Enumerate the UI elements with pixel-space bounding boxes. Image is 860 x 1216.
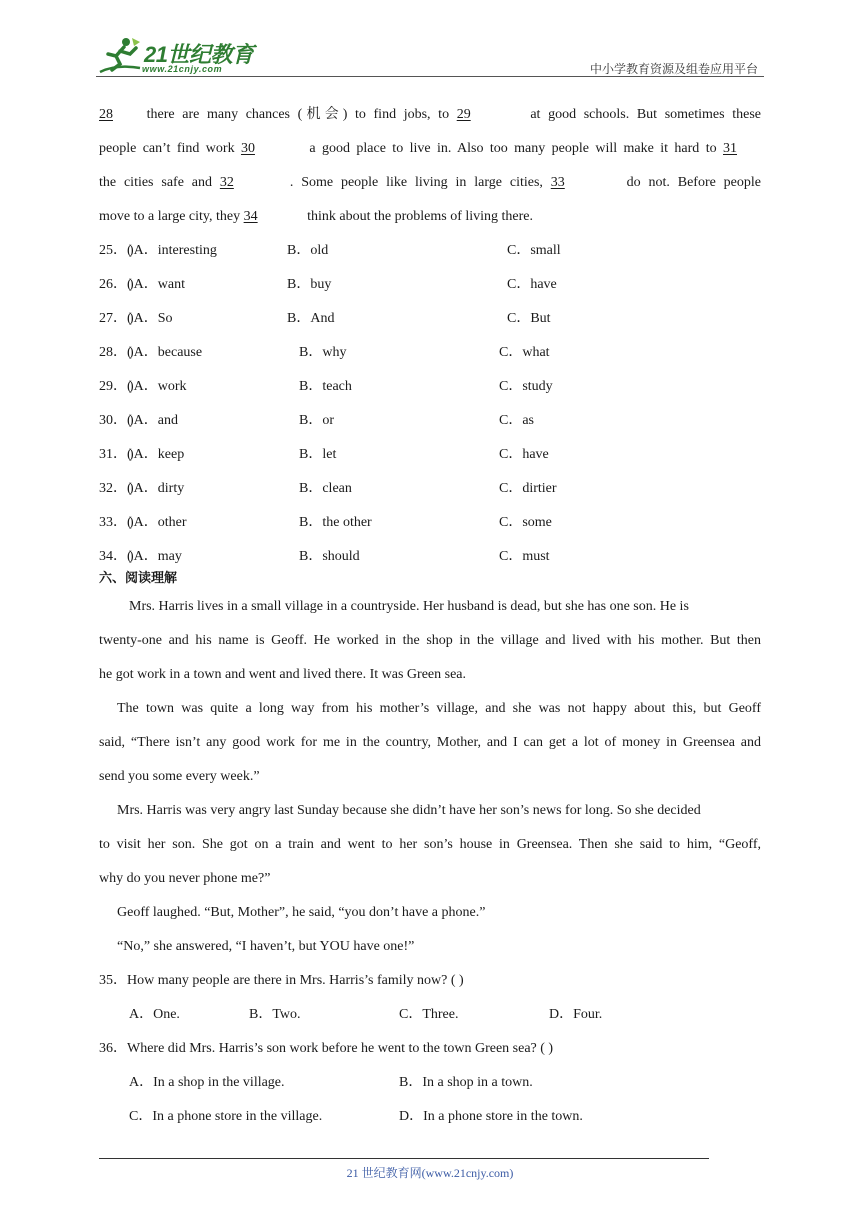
option-b: B．let xyxy=(299,447,337,462)
option-b: B．old xyxy=(287,243,329,258)
question-number: 34．( xyxy=(99,549,132,564)
option-a: A．In a shop in the village. xyxy=(129,1075,285,1090)
option-a: )A．interesting xyxy=(129,243,217,258)
page-header xyxy=(96,30,764,78)
logo-url: www.21cnjy.com xyxy=(142,64,223,74)
option-d: D．Four. xyxy=(549,1007,603,1022)
reading-line: “No,” she answered, “I haven’t, but YOU have one!” xyxy=(117,939,415,954)
passage-line: 28 there are many chances (机会) to find jobs, to 29 at good schools. But sometimes these xyxy=(99,98,761,132)
logo xyxy=(96,34,266,76)
reading-line: twenty-one and his name is Geoff. He worked in the shop in the village and lived with his mother. But then xyxy=(99,633,761,648)
option-b: B．the other xyxy=(299,515,372,530)
option-a: )A．dirty xyxy=(129,481,185,496)
reading-line: he got work in a town and went and lived there. It was Green sea. xyxy=(99,667,466,682)
option-c: C．must xyxy=(499,549,550,564)
question-number: 27．( xyxy=(99,311,132,326)
blank-28: 28 xyxy=(99,107,113,122)
option-c: C．small xyxy=(507,243,561,258)
question-number: 30．( xyxy=(99,413,132,428)
option-a: A．One. xyxy=(129,1007,180,1022)
passage-line: the cities safe and 32 . Some people like living in large cities, 33 do not. Before people xyxy=(99,166,761,200)
cloze-option-row xyxy=(99,472,761,506)
page-content xyxy=(99,98,761,1134)
blank-30: 30 xyxy=(240,141,255,156)
reading-line: to visit her son. She got on a train and went to her son’s house in Greensea. Then she said to him, “Geoff, xyxy=(99,837,761,852)
option-c: C．have xyxy=(507,277,557,292)
cloze-option-row xyxy=(99,234,761,268)
reading-line: Geoff laughed. “But, Mother”, he said, “you don’t have a phone.” xyxy=(117,905,486,920)
option-c: C．Three. xyxy=(399,1007,459,1022)
option-b: B．And xyxy=(287,311,335,326)
cloze-option-row xyxy=(99,370,761,404)
option-a: )A．So xyxy=(129,311,173,326)
question-number: 31．( xyxy=(99,447,132,462)
logo-text: 21世纪教育 xyxy=(144,42,254,67)
question-stem: 36．Where did Mrs. Harris’s son work before he went to the town Green sea? ( ) xyxy=(99,1041,554,1056)
cloze-option-row xyxy=(99,540,761,574)
passage-line: people can’t find work 30 a good place to live in. Also too many people will make it hard to 31 xyxy=(99,132,761,166)
reading-line: send you some every week.” xyxy=(99,769,260,784)
question-stem: 35．How many people are there in Mrs. Harris’s family now? ( ) xyxy=(99,973,464,988)
option-c: C．what xyxy=(499,345,550,360)
blank-29: 29 xyxy=(456,107,471,122)
cloze-option-row xyxy=(99,268,761,302)
option-c: C．some xyxy=(499,515,552,530)
cloze-option-row xyxy=(99,506,761,540)
option-b: B．why xyxy=(299,345,347,360)
option-d: D．In a phone store in the town. xyxy=(399,1109,583,1124)
question-number: 25．( xyxy=(99,243,132,258)
header-divider xyxy=(96,76,764,77)
option-a: )A．and xyxy=(129,413,178,428)
option-a: )A．because xyxy=(129,345,203,360)
passage-line: move to a large city, they 34 think about the problems of living there. xyxy=(99,200,761,234)
cloze-option-row xyxy=(99,336,761,370)
question-number: 29．( xyxy=(99,379,132,394)
cloze-option-row xyxy=(99,302,761,336)
question-options xyxy=(99,1066,761,1100)
question-options xyxy=(99,1100,761,1134)
question-number: 33．( xyxy=(99,515,132,530)
option-a: )A．keep xyxy=(129,447,185,462)
question-options xyxy=(99,998,761,1032)
option-b: B．buy xyxy=(287,277,332,292)
question-number: 26．( xyxy=(99,277,132,292)
option-c: C．In a phone store in the village. xyxy=(129,1109,323,1124)
footer-divider xyxy=(99,1158,709,1159)
reading-line: Mrs. Harris lives in a small village in a countryside. Her husband is dead, but she has one son. He is xyxy=(129,599,689,614)
option-b: B．Two. xyxy=(249,1007,301,1022)
option-a: )A．work xyxy=(129,379,187,394)
platform-label: 中小学教育资源及组卷应用平台 xyxy=(589,62,758,76)
option-a: )A．other xyxy=(129,515,187,530)
reading-line: Mrs. Harris was very angry last Sunday because she didn’t have her son’s news for long. So she decided xyxy=(117,803,701,818)
option-b: B．or xyxy=(299,413,334,428)
option-c: C．have xyxy=(499,447,549,462)
option-b: B．teach xyxy=(299,379,352,394)
option-b: B．clean xyxy=(299,481,352,496)
cloze-option-row xyxy=(99,404,761,438)
option-c: C．dirtier xyxy=(499,481,557,496)
question-number: 32．( xyxy=(99,481,132,496)
page-footer: 21 世纪教育网(www.21cnjy.com) xyxy=(346,1166,514,1180)
reading-line: The town was quite a long way from his mother’s village, and she was not happy about this, but Geoff xyxy=(117,701,761,716)
option-b: B．should xyxy=(299,549,360,564)
option-c: C．study xyxy=(499,379,553,394)
blank-32: 32 xyxy=(219,175,234,190)
blank-33: 33 xyxy=(550,175,565,190)
blank-31: 31 xyxy=(723,141,737,156)
reading-line: said, “There isn’t any good work for me in the country, Mother, and I can get a lot of money in Greensea and xyxy=(99,735,761,750)
option-b: B．In a shop in a town. xyxy=(399,1075,533,1090)
cloze-options xyxy=(99,234,761,574)
option-a: )A．may xyxy=(129,549,182,564)
cloze-option-row xyxy=(99,438,761,472)
question-number: 28．( xyxy=(99,345,132,360)
option-c: C．But xyxy=(507,311,551,326)
section-title: 六、阅读理解 xyxy=(99,571,178,586)
option-a: )A．want xyxy=(129,277,185,292)
blank-34: 34 xyxy=(243,209,258,224)
option-c: C．as xyxy=(499,413,534,428)
reading-line: why do you never phone me?” xyxy=(99,871,271,886)
runner-logo-icon xyxy=(96,34,144,76)
